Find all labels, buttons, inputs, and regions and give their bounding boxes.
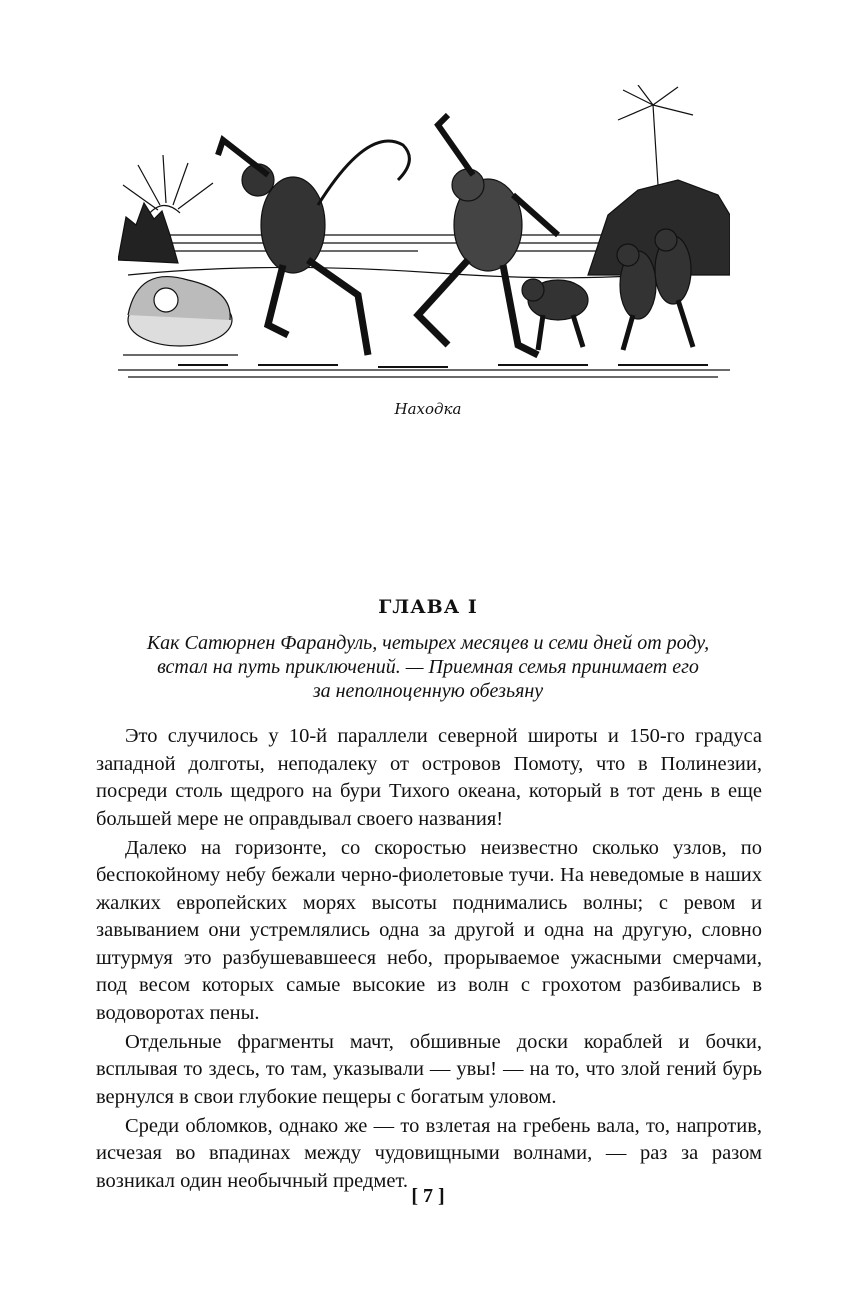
chapter-subtitle-line: за неполноценную обезьяну	[312, 680, 544, 702]
body-text	[96, 723, 762, 1195]
paragraph: Среди обломков, однако же — то взлетая на гребень вала, то, напротив, исчезая во впадинах между чудовищными волнами, — раз за разом возникал один необычный предмет.	[96, 1114, 762, 1192]
monkey-figure	[522, 279, 588, 350]
paragraph: Далеко на горизонте, со скоростью неизвестно сколько узлов, по беспокойному небу бежали черно-фиолетовые тучи. На неведомые в наших жалких европейских морях высоты поднимались волны; с ревом и завыванием они устремлялись одна за другой и одна на другую, словно штурмуя это разбушевавшееся небо, прорываемое ужасными смерчами, под весом которых самые высокие из волн с грохотом разбивались в водоворотах пены.	[96, 836, 762, 1024]
chapter-subtitle	[110, 631, 746, 703]
cradle-icon	[123, 277, 238, 355]
chapter-subtitle-line: встал на путь приключений. — Приемная семья принимает его	[157, 656, 699, 678]
chapter-title: ГЛАВА I	[378, 596, 478, 618]
sun-icon	[123, 155, 213, 215]
chapter-subtitle-line: Как Сатюрнен Фарандуль, четырех месяцев и семи дней от роду,	[146, 632, 710, 654]
illustration-caption: Находка	[394, 400, 462, 418]
engraving-illustration	[118, 85, 730, 390]
page-number: [ 7 ]	[411, 1185, 445, 1207]
paragraph: Это случилось у 10-й параллели северной широты и 150-го градуса западной долготы, неподалеку от островов Помоту, что в Полинезии, посреди столь щедрого на бури Тихого океана, который в тот день в еще большей мере не оправдывал своего названия!	[96, 725, 762, 830]
paragraph: Отдельные фрагменты мачт, обшивные доски кораблей и бочки, всплывая то здесь, то там, указывали — увы! — на то, что злой гений бурь вернулся в свои глубокие пещеры с богатым уловом.	[96, 1030, 762, 1108]
monkey-figure	[218, 140, 409, 355]
